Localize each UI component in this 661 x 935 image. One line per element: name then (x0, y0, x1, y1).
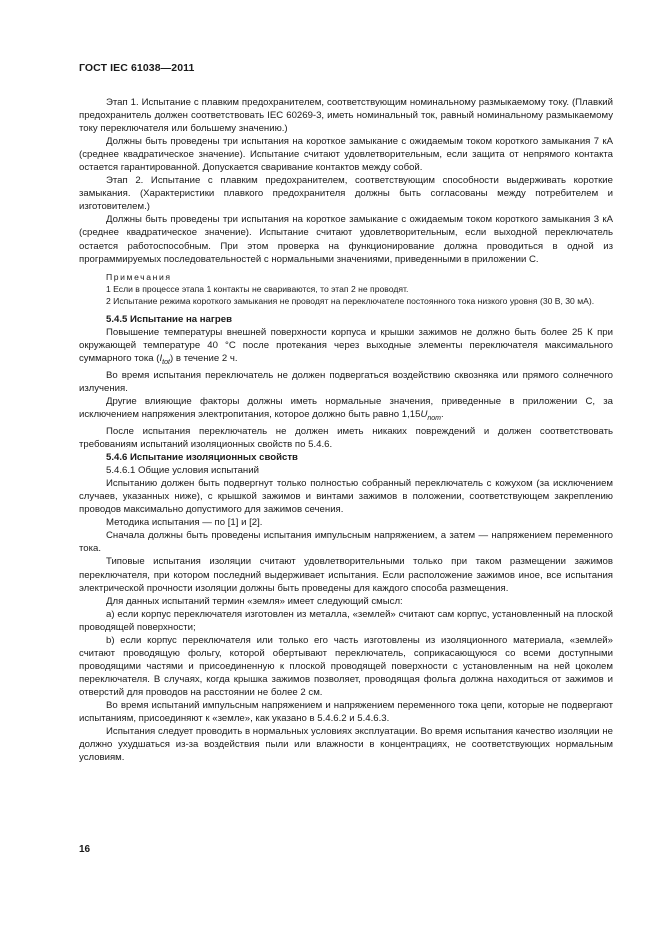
subsection-heading: 5.4.6.1 Общие условия испытаний (106, 465, 259, 477)
list-item: а) если корпус переключателя изготовлен из металла, «землей» считают сам корпус, установленный на плоской проводящей поверхности; (79, 608, 613, 633)
text-run: Другие влияющие факторы должны иметь нормальные значения, приведенные в приложении С, за исключением напряжения электропитания, которое должно быть равно 1,15 (79, 396, 613, 421)
list-item: b) если корпус переключателя или только его часть изготовлены из изоляционного материала, «землей» считают проводящую фольгу, которой обертывают переключатель, соприкасающуюся со всеми доступными проводящими частями и присоединенную к плоской проводящей поверхности с установленным на ней цоколем переключателя. В случаях, когда крышка зажимов позволяет, проводящая фольга должна находиться от зажимов и отверстий для проводов на расстоянии не более 2 см. (79, 634, 613, 698)
paragraph: Должны быть проведены три испытания на короткое замыкание с ожидаемым током короткого замыкания 7 кА (среднее квадратическое значение). Испытание считают удовлетворительным, если защита от непрямого контакта остается гарантированной. Допускается сваривание контактов между собой. (79, 136, 613, 174)
paragraph: Испытания следует проводить в нормальных условиях эксплуатации. Во время испытания качество изоляции не должно ухудшаться из-за воздействия пыли или влажности в концентрациях, не соответствующих нормальным условиям. (79, 726, 613, 764)
paragraph: Для данных испытаний термин «земля» имеет следующий смысл: (106, 595, 403, 607)
subscript: nom (427, 414, 442, 422)
paragraph: Методика испытания — по [1] и [2]. (106, 517, 263, 529)
document-header: ГОСТ IEC 61038—2011 (79, 62, 195, 74)
paragraph: Типовые испытания изоляции считают удовлетворительными только при таком размещении зажимов переключателя, при котором последний выдерживает испытания. Если расположение зажимов иное, все испытания электрической прочности изоляции должны быть проведены для каждого способа размещения. (79, 556, 613, 594)
paragraph: После испытания переключатель не должен иметь никаких повреждений и должен соответствовать требованиям испытаний изоляционных свойств по 5.4.6. (79, 426, 613, 451)
symbol: U (420, 409, 428, 421)
section-heading: 5.4.6 Испытание изоляционных свойств (106, 452, 298, 464)
paragraph: Во время испытания переключатель не должен подвергаться воздействию сквозняка или прямого солнечного излучения. (79, 369, 613, 394)
document-body (79, 96, 613, 764)
paragraph: Этап 2. Испытание с плавким предохранителем, соответствующим способности выдерживать короткие замыкания. (Характеристики плавкого предохранителя должны быть согласованы между потребителем и изготовителем.) (79, 175, 613, 213)
paragraph: Во время испытаний импульсным напряжением и напряжением переменного тока цепи, которые не подвергают испытаниям, присоединяют к «земле», как указано в 5.4.6.2 и 5.4.6.3. (79, 700, 613, 725)
paragraph (79, 395, 613, 425)
paragraph: Должны быть проведены три испытания на короткое замыкание с ожидаемым током короткого замыкания 3 кА (среднее квадратическое значение). Испытание считают удовлетворительным, если выходной переключатель остается работоспособным. При этом проверка на функционирование должна проводиться в одной из программируемых последовательностей с нормальными значениями, приведенными в приложении С. (79, 214, 613, 265)
paragraph: Этап 1. Испытание с плавким предохранителем, соответствующим номинальному размыкаемому току. (Плавкий предохранитель должен соответствовать IEC 60269-3, иметь номинальный ток, равный номинальному размыкаемому току переключателя или большему значению.) (79, 97, 613, 135)
symbol: I (159, 352, 163, 364)
subscript: tot (162, 358, 170, 366)
note-item: 2 Испытание режима короткого замыкания не проводят на переключателе постоянного тока низкого уровня (30 В, 30 мА). (106, 296, 595, 307)
notes-title: Примечания (106, 271, 172, 282)
paragraph: Сначала должны быть проведены испытания импульсным напряжением, а затем — напряжением переменного тока. (79, 530, 613, 555)
page-number: 16 (79, 844, 91, 855)
text-run: Повышение температуры внешней поверхности корпуса и крышки зажимов не должно быть более 25 К при окружающей температуре 40 °С после протекания через выходные элементы переключателя максимального суммарного тока ( (79, 326, 613, 364)
note-item: 1 Если в процессе этапа 1 контакты не свариваются, то этап 2 не проводят. (106, 284, 409, 295)
section-heading: 5.4.5 Испытание на нагрев (106, 313, 232, 325)
text-run: ) в течение 2 ч. (169, 352, 238, 364)
paragraph: Испытанию должен быть подвергнут только полностью собранный переключатель с кожухом (за исключением случаев, указанных ниже), с крышкой зажимов и винтами зажимов в положении, соответствующем закреплению проводов максимально допустимого для зажимов сечения. (79, 478, 613, 516)
paragraph (79, 326, 613, 369)
text-run: . (441, 409, 444, 421)
